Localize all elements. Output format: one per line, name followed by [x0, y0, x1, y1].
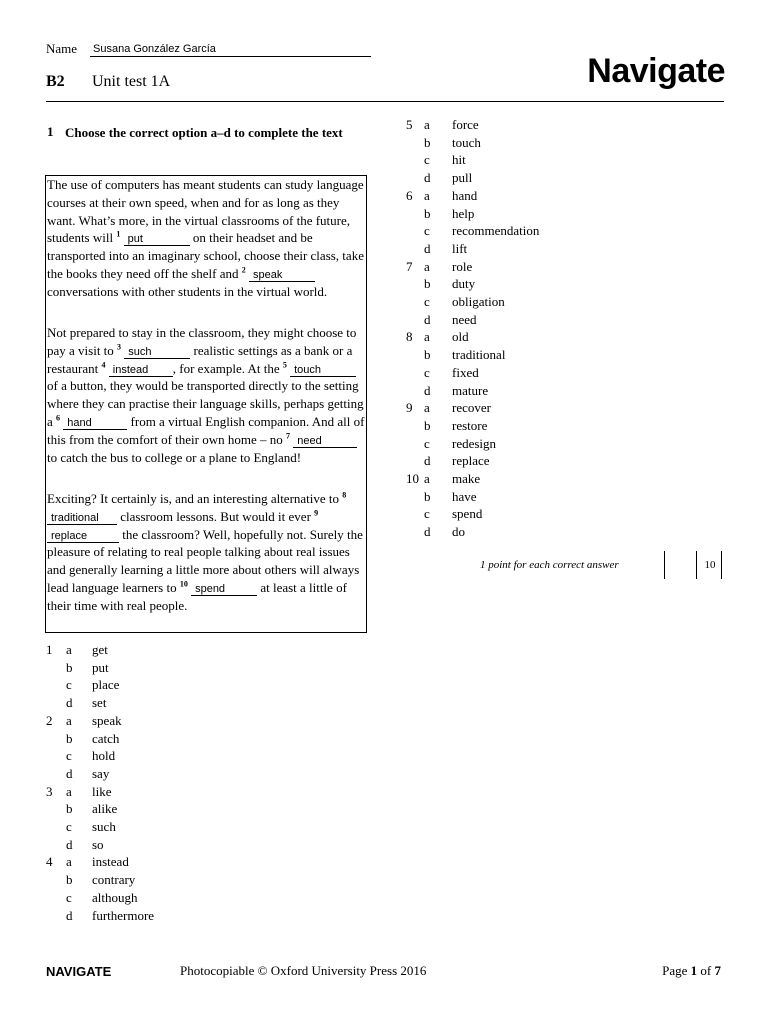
option-letter: b [66, 659, 73, 675]
option-letter: c [66, 677, 72, 693]
option-text: say [92, 765, 110, 781]
footer-copyright: Photocopiable © Oxford University Press 2016 [180, 963, 427, 978]
option-text: redesign [452, 435, 497, 451]
score-box-divider [696, 551, 697, 579]
paragraph-3: Exciting? It certainly is, and an interesting alternative to $^8$ traditional classroom lessons. But would it ever $^9$ replace the classroom? Well, hopefully not. Surely the pleasure of relating to real people talking about real issues and generally learning a little more about others will always lead language learners to $^{10}$ spend at least a little of their time with real people. [47, 490, 363, 613]
option-question-number: 10 [406, 471, 419, 486]
page-number: Page 1 of 7 [662, 963, 721, 978]
gap-number: 5 [282, 360, 287, 370]
option-letter: c [66, 889, 72, 905]
option-letter: d [66, 765, 73, 781]
score-total: 10 [704, 559, 716, 571]
option-letter: a [424, 400, 430, 416]
option-text: speak [92, 712, 122, 728]
answer-gap-6[interactable]: hand [63, 417, 127, 430]
option-letter: b [424, 417, 431, 433]
option-text: mature [452, 382, 489, 398]
option-text: traditional [452, 347, 506, 363]
answer-gap-4[interactable]: instead [109, 364, 173, 377]
gap-number: 10 [179, 579, 188, 589]
paragraph-1: The use of computers has meant students can study language courses at their own speed, when and for as long as they want. What’s more, in the virtual classrooms of the future, students will $^1$ put on their headset and be transported into an imaginary school, choose their class, take the books they need off the shelf and $^2$ speak conversations with other students in the virtual world. [47, 177, 364, 299]
option-text: hand [452, 187, 478, 203]
points-note: 1 point for each correct answer [480, 559, 619, 571]
option-text: restore [452, 417, 488, 433]
gap-number: 7 [286, 431, 291, 441]
answer-gap-5[interactable]: touch [290, 364, 356, 377]
option-letter: c [424, 435, 430, 451]
option-letter: b [66, 801, 73, 817]
option-text: place [92, 677, 120, 693]
option-text: so [92, 836, 104, 852]
option-text: spend [452, 506, 483, 522]
answer-gap-3[interactable]: such [124, 346, 190, 359]
option-text: such [92, 819, 116, 834]
option-text: recommendation [452, 223, 540, 239]
option-letter: d [66, 907, 73, 923]
option-text: catch [92, 730, 120, 746]
option-letter: a [424, 187, 430, 203]
option-letter: d [424, 524, 431, 540]
option-letter: c [66, 748, 72, 764]
answer-gap-10[interactable]: spend [191, 583, 257, 596]
option-text: force [452, 117, 479, 132]
gap-number: 3 [117, 342, 122, 352]
answer-gap-8[interactable]: traditional [47, 512, 117, 525]
option-letter: a [424, 117, 430, 132]
option-text: alike [92, 801, 118, 817]
option-question-number: 7 [406, 258, 413, 274]
gap-number: 1 [116, 230, 121, 240]
option-letter: b [66, 872, 73, 888]
footer-brand: NAVIGATE [46, 964, 112, 979]
option-letter: d [424, 240, 431, 256]
gap-number: 2 [241, 265, 246, 275]
answer-gap-7[interactable]: need [293, 435, 357, 448]
option-letter: a [66, 712, 72, 728]
answer-gap-9[interactable]: replace [47, 530, 119, 543]
option-question-number: 3 [46, 783, 53, 799]
level-label: B2 [46, 73, 65, 90]
option-text: recover [452, 400, 491, 416]
option-letter: c [424, 294, 430, 309]
answer-gap-2[interactable]: speak [249, 269, 315, 282]
option-text: although [92, 889, 138, 905]
option-text: fixed [452, 364, 479, 380]
option-question-number: 5 [406, 117, 413, 132]
option-text: put [92, 659, 109, 675]
option-text: like [92, 783, 112, 799]
option-letter: d [66, 695, 73, 711]
paragraph-2: Not prepared to stay in the classroom, they might choose to pay a visit to $^3$ such realistic settings as a bank or a restaurant $^4$ instead , for example. At the $^5$ touch of a button, they would be transported directly to the setting where they can practise their language skills, perhaps getting a $^6$ hand from a virtual English companion. And all of this from the comfort of their own home – no $^7$ need to catch the bus to college or a plane to England! [47, 325, 365, 465]
navigate-logo: Navigate [587, 52, 725, 90]
header-divider [46, 101, 724, 102]
option-letter: a [66, 854, 72, 870]
option-text: need [452, 311, 477, 327]
option-letter: b [66, 730, 73, 746]
gap-number: 6 [56, 413, 61, 423]
option-letter: d [66, 836, 73, 852]
answer-gap-1[interactable]: put [124, 233, 190, 246]
option-letter: c [424, 506, 430, 522]
option-text: contrary [92, 872, 136, 888]
option-text: make [452, 471, 481, 486]
option-letter: c [424, 152, 430, 168]
name-field[interactable]: Susana González García [90, 43, 371, 57]
question-instruction: Choose the correct option a–d to complete the text [65, 125, 343, 140]
option-text: duty [452, 276, 476, 292]
option-letter: b [424, 347, 431, 363]
option-letter: c [66, 819, 72, 834]
option-letter: d [424, 453, 431, 469]
option-letter: d [424, 382, 431, 398]
option-text: replace [452, 453, 490, 469]
question-number: 1 [47, 124, 54, 139]
gap-number: 9 [314, 508, 319, 518]
option-text: touch [452, 134, 481, 150]
option-letter: c [424, 364, 430, 380]
option-letter: a [424, 329, 430, 345]
option-text: get [92, 642, 108, 657]
option-letter: d [424, 170, 431, 186]
option-letter: a [424, 258, 430, 274]
option-text: furthermore [92, 907, 155, 923]
gap-number: 8 [342, 490, 347, 500]
option-text: set [92, 695, 107, 711]
option-letter: b [424, 276, 431, 292]
option-letter: b [424, 488, 431, 504]
option-question-number: 1 [46, 642, 53, 657]
option-question-number: 2 [46, 712, 53, 728]
option-letter: b [424, 205, 431, 221]
option-text: obligation [452, 294, 505, 309]
name-label: Name [46, 41, 78, 56]
option-letter: d [424, 311, 431, 327]
option-text: old [452, 329, 469, 345]
test-title: Unit test 1A [92, 73, 171, 90]
option-question-number: 4 [46, 854, 53, 870]
option-letter: a [424, 471, 430, 486]
option-letter: b [424, 134, 431, 150]
option-text: hit [452, 152, 466, 168]
option-question-number: 9 [406, 400, 413, 416]
option-text: help [452, 205, 475, 221]
option-text: do [452, 524, 465, 540]
option-text: instead [92, 854, 129, 870]
option-letter: c [424, 223, 430, 239]
option-text: pull [452, 170, 473, 186]
gap-number: 4 [101, 360, 106, 370]
option-letter: a [66, 783, 72, 799]
option-letter: a [66, 642, 72, 657]
option-question-number: 8 [406, 329, 413, 345]
option-text: role [452, 258, 473, 274]
option-question-number: 6 [406, 187, 413, 203]
option-text: hold [92, 748, 116, 764]
option-text: have [452, 488, 477, 504]
option-text: lift [452, 240, 468, 256]
